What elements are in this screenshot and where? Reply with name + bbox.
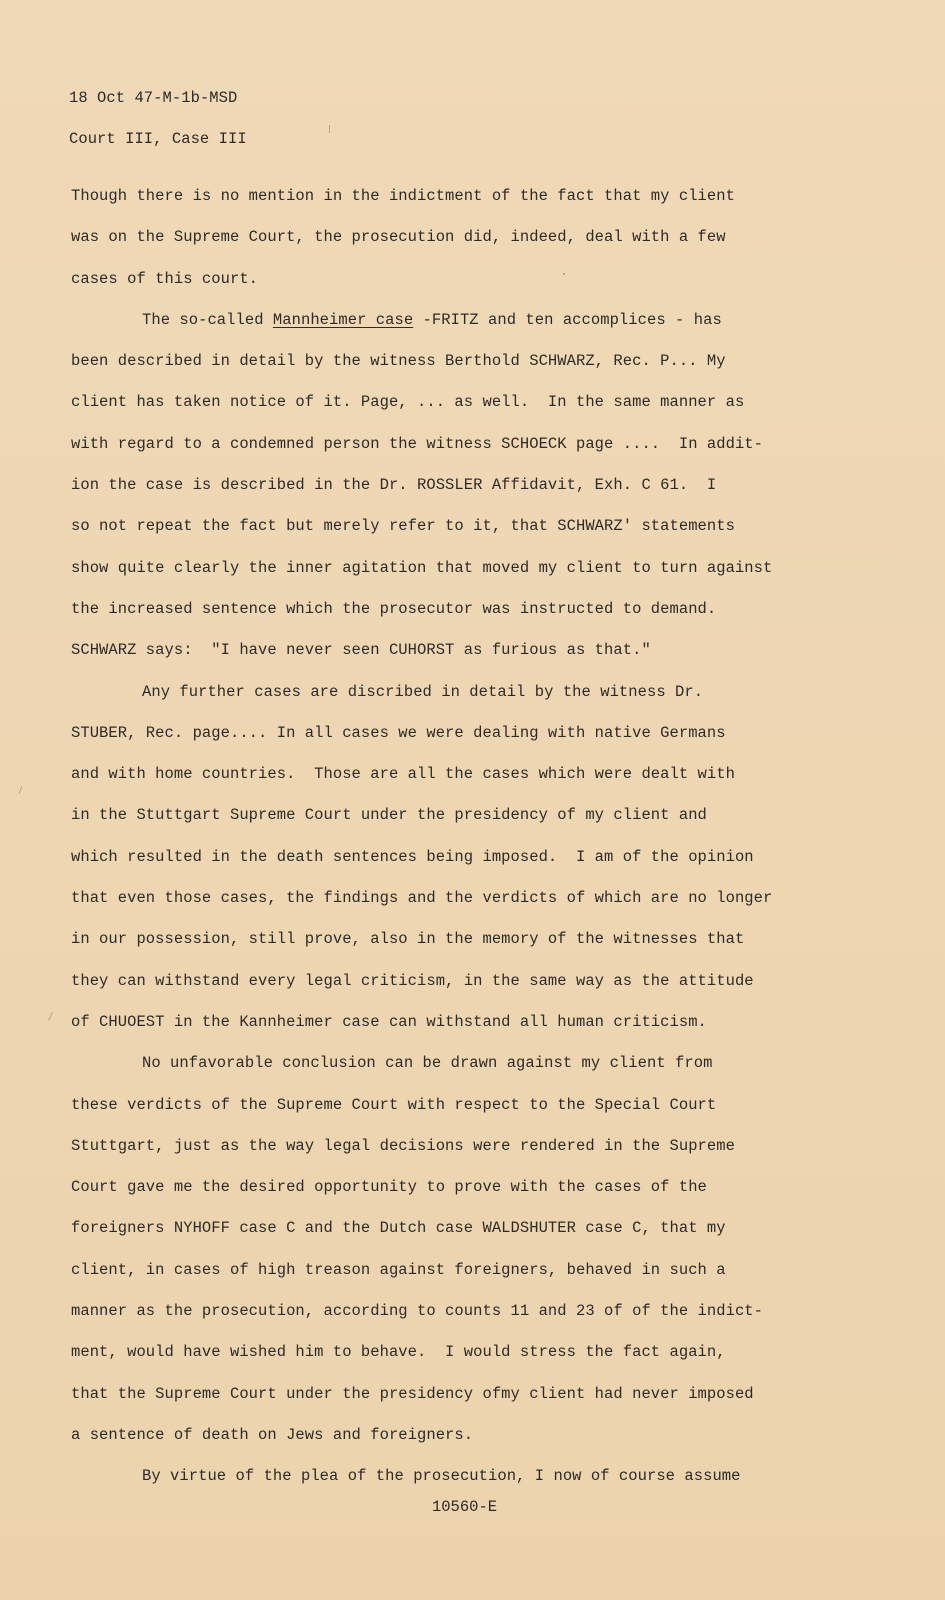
- body-line: SCHWARZ says: "I have never seen CUHORST as furious as that.": [71, 641, 651, 660]
- page-number-text: 10560-E: [431, 1498, 498, 1516]
- document-body: [71, 176, 871, 1498]
- body-line: with regard to a condemned person the witness SCHOECK page .... In addit-: [71, 434, 764, 453]
- body-line: been described in detail by the witness Berthold SCHWARZ, Rec. P... My: [71, 352, 726, 371]
- body-line: that even those cases, the findings and the verdicts of which are no longer: [71, 889, 773, 908]
- body-line: [71, 300, 871, 341]
- body-line: STUBER, Rec. page.... In all cases we were dealing with native Germans: [71, 723, 726, 742]
- body-line: Stuttgart, just as the way legal decisions were rendered in the Supreme: [71, 1136, 735, 1155]
- body-line: they can withstand every legal criticism, in the same way as the attitude: [71, 971, 754, 990]
- body-line: the increased sentence which the prosecutor was instructed to demand.: [71, 599, 717, 618]
- document-header: [69, 78, 247, 161]
- body-line: in our possession, still prove, also in the memory of the witnesses that: [71, 930, 745, 949]
- body-line: cases of this court.: [71, 269, 259, 288]
- header-court-case: Court III, Case III: [69, 130, 247, 149]
- body-line: ion the case is described in the Dr. ROSSLER Affidavit, Exh. C 61. I: [71, 476, 717, 495]
- body-line: of CHUOEST in the Kannheimer case can withstand all human criticism.: [71, 1012, 707, 1031]
- body-line: in the Stuttgart Supreme Court under the presidency of my client and: [71, 806, 707, 825]
- body-line: foreigners NYHOFF case C and the Dutch case WALDSHUTER case C, that my: [71, 1219, 726, 1238]
- body-line: client, in cases of high treason against foreigners, behaved in such a: [71, 1260, 726, 1279]
- body-line: so not repeat the fact but merely refer to it, that SCHWARZ' statements: [71, 517, 735, 536]
- body-line: which resulted in the death sentences being imposed. I am of the opinion: [71, 847, 754, 866]
- body-line: Though there is no mention in the indictment of the fact that my client: [71, 187, 735, 205]
- body-line: these verdicts of the Supreme Court with respect to the Special Court: [71, 1095, 717, 1114]
- body-line: that the Supreme Court under the presidency ofmy client had never imposed: [71, 1384, 754, 1403]
- body-text: -FRITZ and ten accomplices - has: [413, 310, 722, 329]
- body-line: client has taken notice of it. Page, ... as well. In the same manner as: [71, 393, 745, 412]
- page-number: [0, 1497, 945, 1517]
- underlined-case-name: Mannheimer case: [272, 310, 414, 329]
- body-line: Court gave me the desired opportunity to prove with the cases of the: [71, 1178, 707, 1197]
- body-line: Any further cases are discribed in detail by the witness Dr.: [142, 682, 704, 701]
- body-line: By virtue of the plea of the prosecution, I now of course assume: [142, 1467, 741, 1486]
- paper-blemish: [563, 273, 565, 275]
- body-line: show quite clearly the inner agitation that moved my client to turn against: [71, 558, 773, 577]
- header-reference: 18 Oct 47-M-1b-MSD: [69, 89, 238, 107]
- paper-blemish: [19, 786, 23, 794]
- paper-blemish: [48, 1012, 53, 1021]
- body-line: and with home countries. Those are all the cases which were dealt with: [71, 765, 735, 784]
- body-line: manner as the prosecution, according to counts 11 and 23 of of the indict-: [71, 1302, 764, 1321]
- paper-blemish: [329, 125, 330, 133]
- body-line: ment, would have wished him to behave. I would stress the fact again,: [71, 1343, 726, 1362]
- body-line: was on the Supreme Court, the prosecution did, indeed, deal with a few: [71, 228, 726, 247]
- body-line: a sentence of death on Jews and foreigners.: [71, 1425, 474, 1444]
- body-text: The so-called: [142, 310, 273, 329]
- body-line: No unfavorable conclusion can be drawn against my client from: [142, 1054, 713, 1073]
